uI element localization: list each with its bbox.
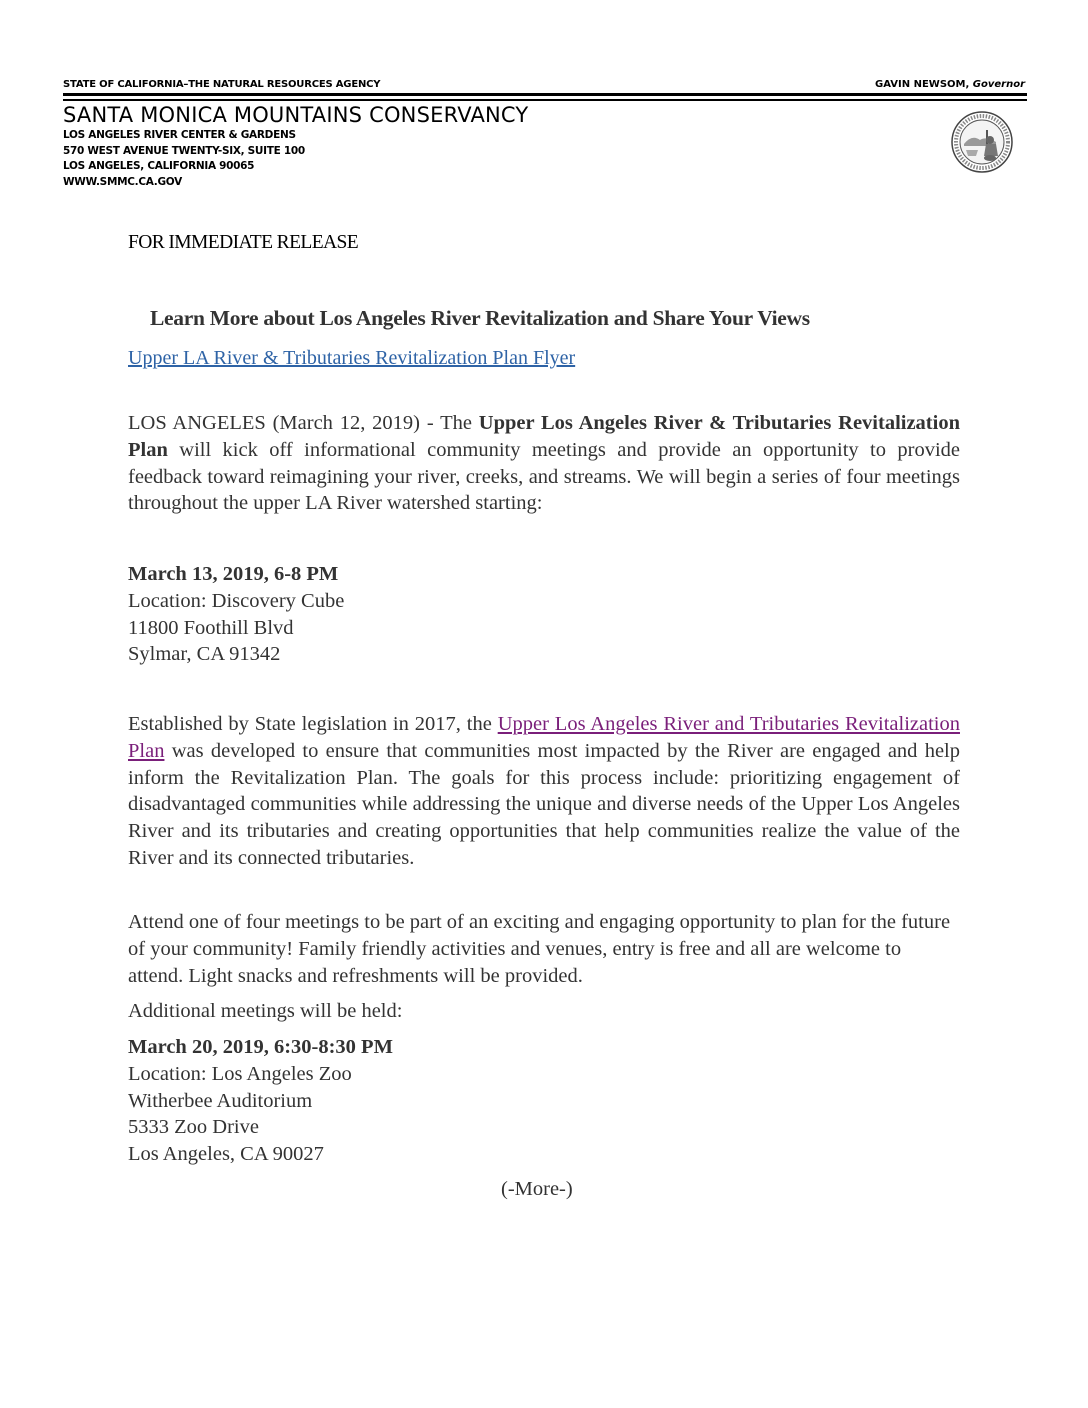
- letterhead-top-line: [63, 79, 1025, 91]
- meeting-city: Los Angeles, CA 90027: [128, 1143, 324, 1166]
- agency-name: STATE OF CALIFORNIA–THE NATURAL RESOURCES AGENCY: [63, 79, 381, 90]
- intro-rest: will kick off informational community meetings and provide an opportunity to provide feedback toward reimagining your river, creeks, and streams. We will begin a series of four meetings throughout the upper LA River watershed starting:: [128, 438, 960, 515]
- address-line: LOS ANGELES RIVER CENTER & GARDENS: [63, 129, 296, 141]
- meeting-datetime: March 20, 2019, 6:30-8:30 PM: [128, 1036, 393, 1058]
- meeting-datetime: March 13, 2019, 6-8 PM: [128, 563, 339, 585]
- organization-address: [63, 128, 305, 190]
- governor-credit: [875, 79, 1025, 90]
- meeting-address: 5333 Zoo Drive: [128, 1116, 259, 1139]
- background-rest: was developed to ensure that communities most impacted by the River are engaged and help inform the Revitalization Plan. The goals for this process include: prioritizing engagement of disadvantaged communities while addressing the unique and diverse needs of the Upper Los Angeles River and its tributaries and creating opportunities that help communities realize the value of the River and its connected tributaries.: [128, 739, 960, 869]
- address-line: 570 WEST AVENUE TWENTY-SIX, SUITE 100: [63, 144, 305, 157]
- governor-title: Governor: [972, 79, 1025, 90]
- website-line: WWW.SMMC.CA.GOV: [63, 175, 182, 188]
- meeting-location: Location: Discovery Cube: [128, 589, 345, 612]
- background-lead: Established by State legislation in 2017, the: [128, 713, 498, 735]
- governor-name: GAVIN NEWSOM,: [875, 79, 970, 90]
- letterhead-rule-thick: [63, 93, 1027, 96]
- invite-paragraph: Attend one of four meetings to be part of an exciting and engaging opportunity to plan for the future of your community! Family friendly activities and venues, entry is free and all are welcome to attend. Light snacks and refreshments will be provided.: [128, 911, 951, 987]
- letterhead-rule-thin: [63, 99, 1027, 101]
- headline: Learn More about Los Angeles River Revitalization and Share Your Views: [150, 306, 810, 330]
- release-label: FOR IMMEDIATE RELEASE: [128, 232, 359, 253]
- meeting-location: Location: Los Angeles Zoo: [128, 1062, 352, 1085]
- california-seal-icon: [950, 110, 1014, 174]
- additional-meetings-label: Additional meetings will be held:: [128, 1000, 403, 1022]
- address-line: LOS ANGELES, CALIFORNIA 90065: [63, 160, 255, 172]
- intro-paragraph: [128, 410, 960, 517]
- intro-lead: LOS ANGELES (March 12, 2019) - The: [128, 412, 479, 434]
- plan-link[interactable]: Upper Los Angeles River and Tributaries Revitalization Plan: [128, 713, 960, 762]
- meeting-address: 11800 Foothill Blvd: [128, 616, 294, 639]
- organization-name: SANTA MONICA MOUNTAINS CONSERVANCY: [63, 103, 529, 127]
- meeting-venue: Witherbee Auditorium: [128, 1089, 313, 1112]
- meeting-city: Sylmar, CA 91342: [128, 643, 281, 666]
- meeting-block: [128, 1034, 393, 1168]
- more-indicator: (-More-): [501, 1178, 573, 1200]
- meeting-block: [128, 561, 344, 668]
- background-paragraph: [128, 711, 960, 872]
- flyer-link[interactable]: Upper LA River & Tributaries Revitalization Plan Flyer: [128, 347, 576, 369]
- plan-name: Upper Los Angeles River & Tributaries Revitalization Plan: [128, 412, 960, 461]
